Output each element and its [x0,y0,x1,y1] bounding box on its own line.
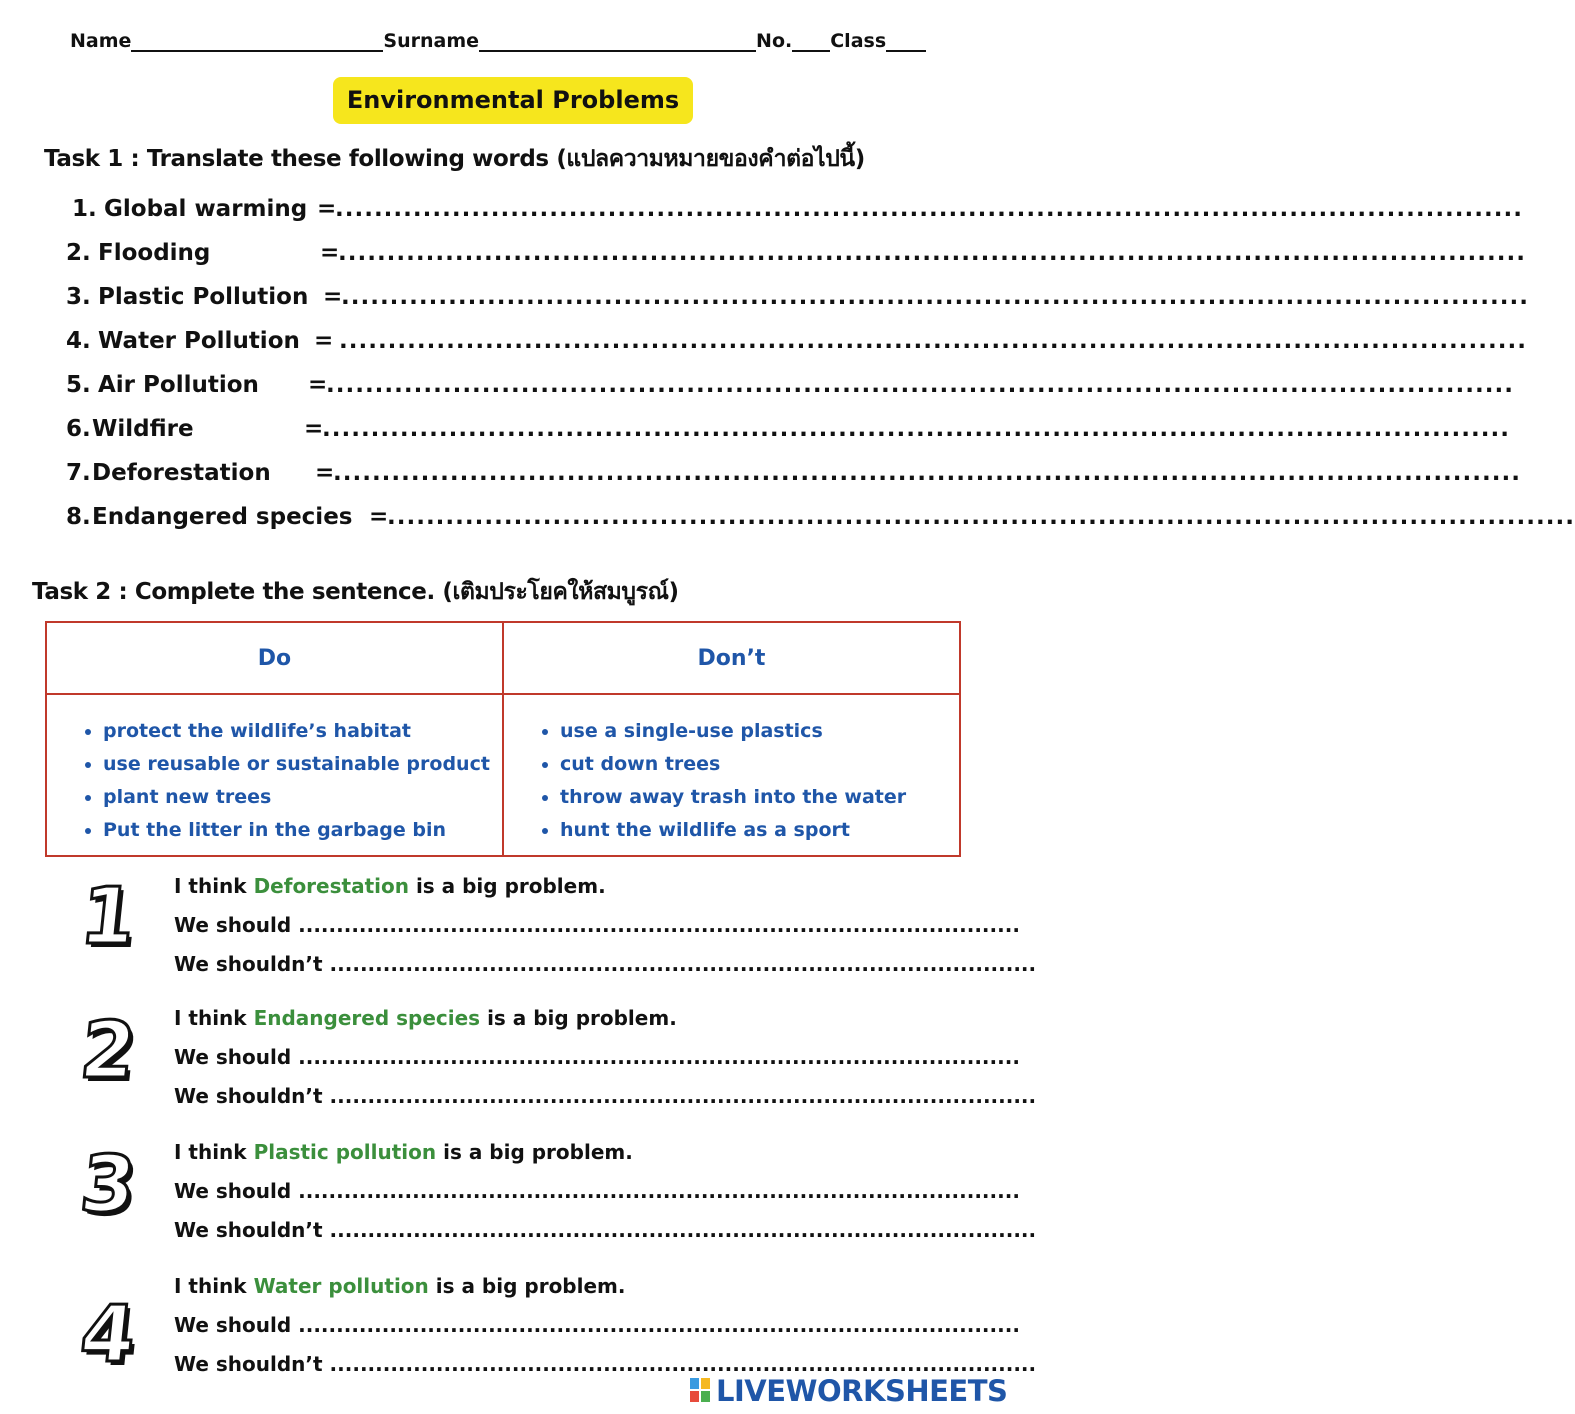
should-label: We should [174,1045,292,1069]
worksheet-title: Environmental Problems [333,77,693,124]
surname-field[interactable] [479,30,756,52]
should-label: We should [174,1179,292,1203]
shouldnt-label: We shouldn’t [174,1218,323,1242]
problem-name: Water pollution [253,1274,429,1298]
problem-statement [174,1274,625,1298]
shouldnt-label: We shouldn’t [174,952,323,976]
equals-sign: = [308,372,328,398]
problem-statement [174,1006,677,1030]
vocab-row-1 [72,196,1523,222]
shouldnt-line [174,1084,1036,1108]
statement-suffix: is a big problem. [435,1274,626,1298]
shouldnt-line [174,952,1036,976]
problem-statement [174,874,606,898]
vocab-term: Deforestation [92,460,271,486]
vocab-number: 1. [72,196,97,222]
answer-blank[interactable]: .......................................................................................................................... [338,240,1526,266]
vocab-number: 5. [66,372,91,398]
should-blank[interactable]: ............................................................................................... [298,1313,1020,1337]
should-line [174,1045,1020,1069]
class-field[interactable] [886,30,926,52]
answer-blank[interactable]: .......................................................................................................................... [335,196,1523,222]
answer-blank[interactable]: .......................................................................................................................... [322,416,1510,442]
vocab-term: Air Pollution [98,372,259,398]
vocab-row-2 [66,240,1526,266]
task1-heading: Task 1 : Translate these following words (แปลความหมายของคำต่อไปนี้) [44,146,865,172]
dont-column [503,694,960,856]
vocab-number: 7. [66,460,91,486]
shouldnt-line [174,1218,1036,1242]
should-blank[interactable]: ............................................................................................... [298,1179,1020,1203]
statement-prefix: I think [174,1274,247,1298]
equals-sign: = [314,328,334,354]
dont-item: • throw away trash into the water [560,781,959,814]
task2-heading: Task 2 : Complete the sentence. (เติมประโยคให้สมบูรณ์) [32,579,679,605]
should-label: We should [174,913,292,937]
should-blank[interactable]: ............................................................................................... [298,913,1020,937]
do-dont-table [45,621,961,857]
logo-text: LIVEWORKSHEETS [716,1374,1008,1408]
liveworksheets-logo [690,1374,1007,1408]
shouldnt-blank[interactable]: ............................................................................................. [329,1352,1037,1376]
surname-label: Surname [383,30,480,52]
statement-suffix: is a big problem. [487,1006,677,1030]
shouldnt-blank[interactable]: ............................................................................................. [329,1084,1037,1108]
liveworksheets-icon [690,1378,712,1404]
answer-blank[interactable]: .......................................................................................................................... [387,504,1575,530]
dont-item: • use a single-use plastics [560,715,959,748]
problem-name: Plastic pollution [253,1140,437,1164]
name-field[interactable] [131,30,383,52]
answer-blank[interactable]: .......................................................................................................................... [341,284,1529,310]
vocab-term: Flooding [98,240,211,266]
number-field[interactable] [792,30,830,52]
should-line [174,1313,1020,1337]
sentence-number-4: 4 [76,1290,140,1380]
equals-sign: = [304,416,324,442]
do-column [46,694,503,856]
statement-prefix: I think [174,1006,247,1030]
do-item: • Put the litter in the garbage bin [103,814,502,847]
equals-sign: = [320,240,340,266]
answer-blank[interactable]: .......................................................................................................................... [339,328,1527,354]
statement-prefix: I think [174,874,247,898]
student-info-header [70,30,926,52]
class-label: Class [830,30,887,52]
do-list [47,715,502,847]
do-item: • plant new trees [103,781,502,814]
do-header: Do [46,622,503,694]
equals-sign: = [315,460,335,486]
vocab-number: 3. [66,284,91,310]
vocab-row-8 [66,504,1575,530]
should-label: We should [174,1313,292,1337]
equals-sign: = [323,284,343,310]
dont-list [504,715,959,847]
vocab-term: Water Pollution [98,328,300,354]
sentence-number-1: 1 [76,872,140,962]
shouldnt-label: We shouldn’t [174,1352,323,1376]
vocab-term: Plastic Pollution [98,284,309,310]
statement-suffix: is a big problem. [415,874,606,898]
should-line [174,1179,1020,1203]
do-item: • use reusable or sustainable product [103,748,502,781]
do-item: • protect the wildlife’s habitat [103,715,502,748]
answer-blank[interactable]: .......................................................................................................................... [326,372,1514,398]
shouldnt-line [174,1352,1036,1376]
vocab-row-5 [66,372,1514,398]
vocab-row-4 [66,328,1527,354]
dont-item: • hunt the wildlife as a sport [560,814,959,847]
equals-sign: = [317,196,337,222]
vocab-number: 4. [66,328,91,354]
vocab-row-6 [66,416,1510,442]
answer-blank[interactable]: .......................................................................................................................... [333,460,1521,486]
statement-suffix: is a big problem. [443,1140,633,1164]
should-blank[interactable]: ............................................................................................... [298,1045,1020,1069]
equals-sign: = [369,504,389,530]
sentence-number-2: 2 [76,1006,140,1096]
vocab-term: Wildfire [92,416,194,442]
vocab-number: 6. [66,416,91,442]
dont-header: Don’t [503,622,960,694]
problem-name: Endangered species [253,1006,481,1030]
problem-statement [174,1140,633,1164]
shouldnt-blank[interactable]: ............................................................................................. [329,952,1037,976]
vocab-term: Global warming [104,196,308,222]
shouldnt-blank[interactable]: ............................................................................................. [329,1218,1037,1242]
shouldnt-label: We shouldn’t [174,1084,323,1108]
vocab-number: 8. [66,504,91,530]
statement-prefix: I think [174,1140,247,1164]
problem-name: Deforestation [253,874,409,898]
dont-item: • cut down trees [560,748,959,781]
vocab-row-3 [66,284,1529,310]
number-label: No. [756,30,793,52]
name-label: Name [70,30,132,52]
should-line [174,913,1020,937]
vocab-term: Endangered species [92,504,353,530]
vocab-row-7 [66,460,1521,486]
vocab-number: 2. [66,240,91,266]
sentence-number-3: 3 [76,1140,140,1230]
